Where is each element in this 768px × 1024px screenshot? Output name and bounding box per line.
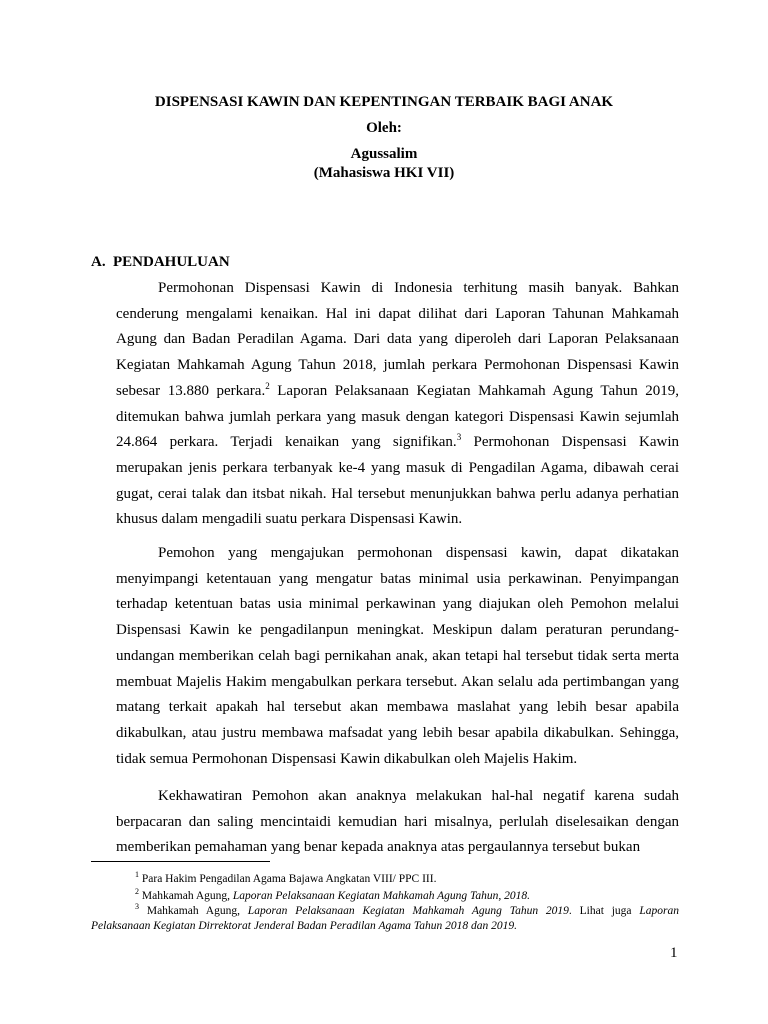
document-title: DISPENSASI KAWIN DAN KEPENTINGAN TERBAIK BAGI ANAK (154, 94, 614, 110)
page-number: 1 (670, 945, 678, 961)
paragraph-2-text: Pemohon yang mengajukan permohonan dispensasi kawin, dapat dikatakan menyimpangi ketentauan yang mengatur batas minimal usia perkawinan. Penyimpangan terhadap ketentuan batas usia minimal perkawinan yang diajukan oleh Pemohon melalui Dispensasi Kawin ke pengadilanpun meningkat. Meskipun dalam peraturan perundang-undangan memberikan celah bagi pernikahan anak, akan tetapi hal tersebut tidak serta merta membuat Majelis Hakim mengabulkan perkara tersebut. Akan selalu ada pertimbangan yang matang terkait apakah hal tersebut akan membawa maslahat yang lebih besar apabila dikabulkan, atau justru membawa mafsadat yang lebih besar apabila dikabulkan. Sehingga, tidak semua Permohonan Dispensasi Kawin dikabulkan oleh Majelis Hakim. (116, 545, 679, 767)
footnote-3-connector: . Lihat juga (568, 904, 640, 917)
footnote-3-title: Laporan Pelaksanaan Kegiatan Mahkamah Agung Tahun 2019 (247, 904, 569, 917)
footnote-ref-2[interactable]: 2 (265, 380, 270, 391)
paragraph-2 (116, 541, 679, 772)
footnote-1-text: Para Hakim Pengadilan Agama Bajawa Angkatan VIII/ PPC III. (141, 872, 437, 885)
footnote-separator (91, 861, 270, 862)
paragraph-3 (116, 784, 679, 861)
paragraph-3-text: Kekhawatiran Pemohon akan anaknya melakukan hal-hal negatif karena sudah berpacaran dan saling mencintaidi kemudian hari misalnya, perlulah diselesaikan dengan memberikan pemahaman yang benar kepada anaknya atas pergaulannya tersebut bukan (116, 788, 679, 856)
section-number: A. (91, 254, 106, 270)
paragraph-1-text-b: Laporan Pelaksanaan Kegiatan Mahkamah Agung Tahun 2019, ditemukan bahwa jumlah perkara yang masuk dengan kategori Dispensasi Kawin sejumlah 24.864 perkara. Terjadi kenaikan yang signifikan. (116, 382, 680, 451)
author-name: Agussalim (350, 146, 418, 162)
footnote-2-number: 2 (135, 887, 139, 896)
footnote-3-title-2: Laporan Pelaksanaan Kegiatan Dirrektorat Jenderal Badan Peradilan Agama Tahun 2018 dan 2019. (91, 904, 679, 932)
footnote-2-title: Laporan Pelaksanaan Kegiatan Mahkamah Agung Tahun, 2018. (232, 889, 530, 902)
paragraph-1 (116, 276, 679, 533)
footnote-3 (91, 899, 679, 934)
author-affiliation: (Mahasiswa HKI VII) (313, 165, 455, 181)
footnote-ref-3[interactable]: 3 (456, 432, 462, 443)
paragraph-1-text-c: Permohonan Dispensasi Kawin merupakan jenis perkara terbanyak ke-4 yang masuk di Pengadilan Agama, dibawah cerai gugat, cerai talak dan itsbat nikah. Hal tersebut menunjukkan bahwa perlu adanya perhatian khusus dalam mengadili suatu perkara Dispensasi Kawin. (116, 434, 680, 528)
footnote-1-number: 1 (135, 870, 139, 879)
section-title: PENDAHULUAN (113, 254, 230, 270)
paragraph-1-text-a: Permohonan Dispensasi Kawin di Indonesia terhitung masih banyak. Bahkan cenderung mengalami kenaikan. Hal ini dapat dilihat dari Laporan Tahunan Mahkamah Agung dan Badan Peradilan Agama. Dari data yang diperoleh dari Laporan Pelaksanaan Kegiatan Mahkamah Agung Tahun 2018, jumlah perkara Permohonan Dispensasi Kawin sebesar 13.880 perkara. (116, 280, 679, 399)
section-heading (91, 254, 230, 271)
byline-label: Oleh: (366, 120, 402, 136)
footnote-3-text: Mahkamah Agung, (146, 904, 248, 917)
footnote-3-number: 3 (135, 902, 139, 911)
footnote-2-text: Mahkamah Agung, (141, 889, 233, 902)
